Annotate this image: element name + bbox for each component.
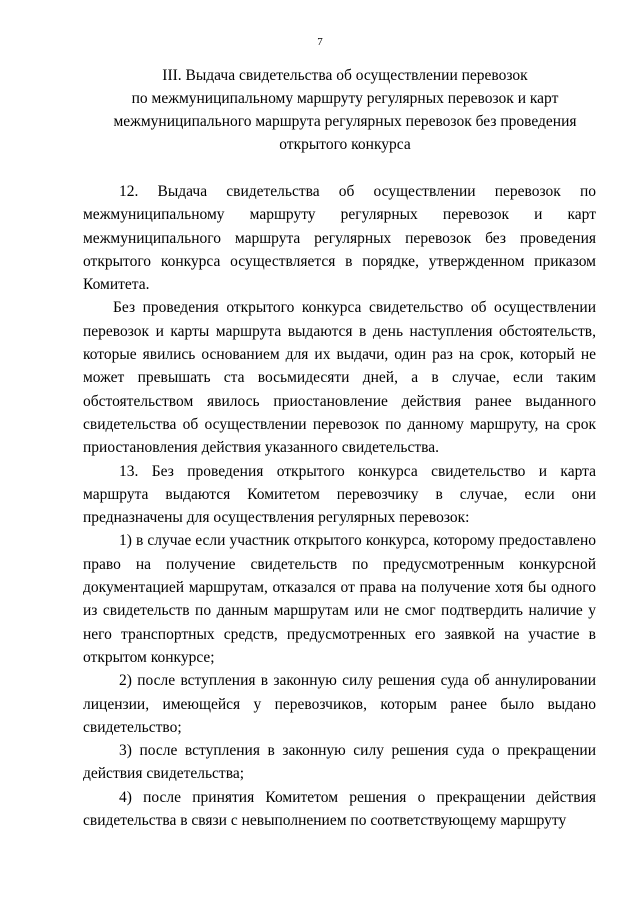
section-title-line-1: III. Выдача свидетельства об осуществлении перевозок (162, 67, 528, 84)
list-item-4: 4) после принятия Комитетом решения о прекращении действия свидетельства в связи с невыполнением по соответствующему маршруту (83, 788, 596, 830)
list-item-3: 3) после вступления в законную силу решения суда о прекращении действия свидетельства; (83, 742, 596, 783)
section-title-line-4: открытого конкурса (279, 136, 411, 153)
paragraph-12: 12. Выдача свидетельства об осуществлении перевозок по межмуниципальному маршруту регулярных перевозок и карт межмуниципального маршрута регулярных перевозок без проведения открытого конкурса осуществляется в порядке, утвержденном приказом Комитета. (83, 183, 596, 294)
page-number: 7 (317, 36, 323, 48)
section-title-line-3: межмуниципального маршрута регулярных перевозок без проведения (113, 113, 577, 130)
list-item-1: 1) в случае если участник открытого конкурса, которому предоставлено право на получение свидетельств по предусмотренным конкурсной документацией маршрутам, отказался от права на получение хотя бы одного из свидетельств по данным маршрутам или не смог подтвердить наличие у него транспортных средств, предусмотренных его заявкой на участие в открытом конкурсе; (83, 532, 596, 666)
paragraph-13: 13. Без проведения открытого конкурса свидетельство и карта маршрута выдаются Комитетом перевозчику в случае, если они предназначены для осуществления регулярных перевозок: (83, 462, 596, 527)
paragraph-issuance-terms: Без проведения открытого конкурса свидетельство об осуществлении перевозок и карты маршрута выдаются в день наступления обстоятельств, которые явились основанием для их выдачи, один раз на срок, который не может превышать ста восьмидесяти дней, а в случае, если таким обстоятельством явилось приостановление действия ранее выданного свидетельства об осуществлении перевозок по данному маршруту, на срок приостановления действия указанного свидетельства. (83, 299, 596, 457)
section-title (95, 64, 595, 156)
section-title-line-2: по межмуниципальному маршруту регулярных перевозок и карт (131, 90, 559, 107)
list-item-2: 2) после вступления в законную силу решения суда об аннулировании лицензии, имеющейся у перевозчиков, которым ранее было выдано свидетельство; (83, 672, 596, 736)
document-body (83, 180, 596, 832)
